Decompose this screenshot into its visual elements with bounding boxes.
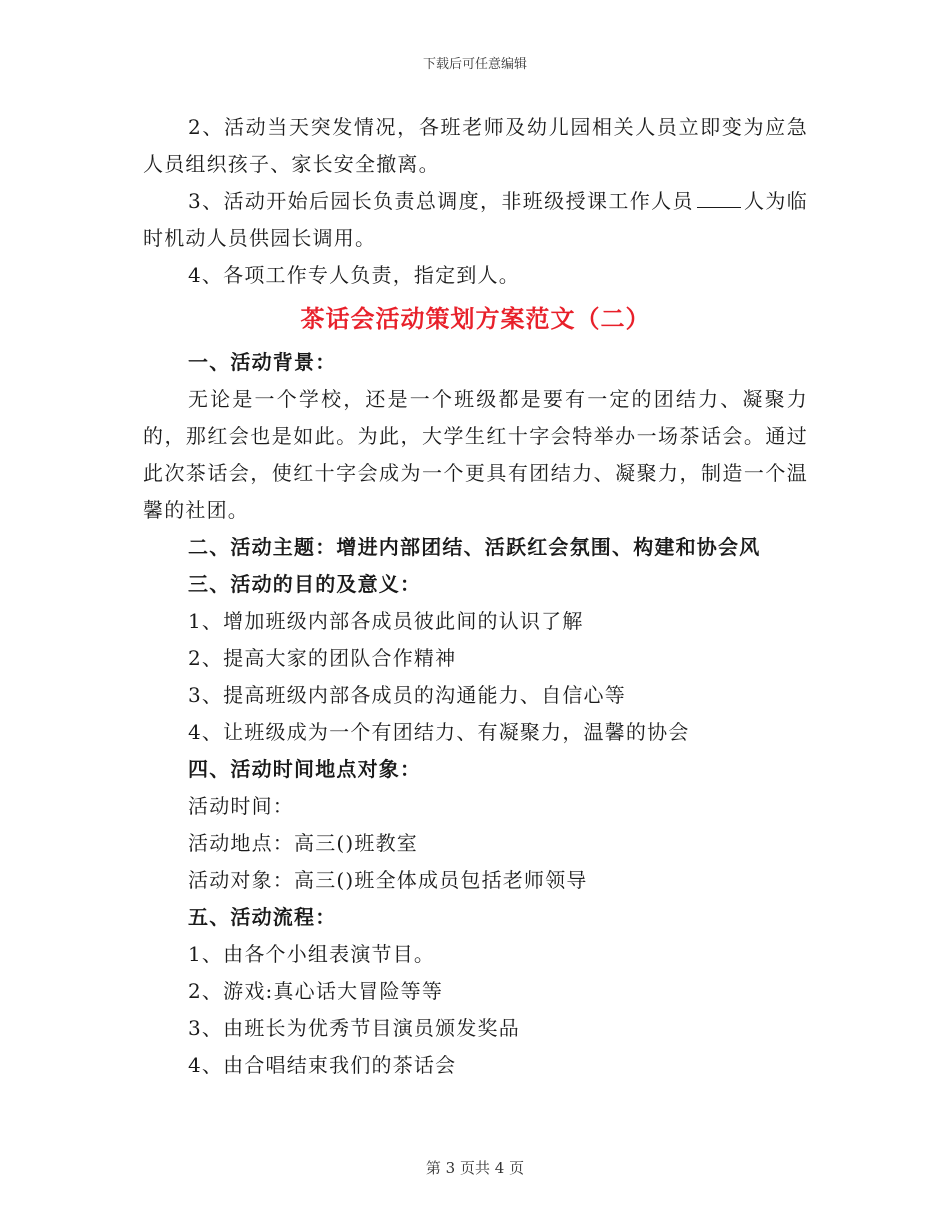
fill-in-blank	[697, 185, 741, 208]
section-4-item: 活动时间：	[188, 794, 294, 818]
section-2-heading: 二、活动主题：增进内部团结、活跃红会氛围、构建和协会风	[188, 535, 761, 559]
section-3-heading: 三、活动的目的及意义：	[188, 572, 422, 596]
section-4-item: 活动对象：高三()班全体成员包括老师领导	[188, 868, 588, 892]
page-footer: 第 3 页共 4 页	[425, 1159, 525, 1177]
section-3-item: 1、增加班级内部各成员彼此间的认识了解	[188, 609, 584, 633]
section-3-item: 3、提高班级内部各成员的沟通能力、自信心等	[188, 683, 626, 707]
section-1-text: 无论是一个学校，还是一个班级都是要有一定的团结力、凝聚力的，那红会也是如此。为此，大学生红十字会特举办一场茶话会。通过此次茶话会，使红十字会成为一个更具有团结力、凝聚力，制造一个温馨的社团。	[143, 387, 808, 522]
section-5-heading: 五、活动流程：	[188, 905, 337, 929]
paragraph-item-4: 4、各项工作专人负责，指定到人。	[188, 263, 520, 287]
document-body	[143, 109, 808, 1084]
paragraph-item-2: 2、活动当天突发情况，各班老师及幼儿园相关人员立即变为应急人员组织孩子、家长安全撤离。	[143, 115, 808, 176]
section-3-item: 2、提高大家的团队合作精神	[188, 646, 457, 670]
section-4-heading: 四、活动时间地点对象：	[188, 757, 422, 781]
section-4-item: 活动地点：高三()班教室	[188, 831, 419, 855]
section-5-item: 1、由各个小组表演节目。	[188, 942, 436, 966]
item-3-text-a: 3、活动开始后园长负责总调度，非班级授课工作人员	[188, 189, 694, 213]
item-3-text-b: 人为临时机动人员供园长调用。	[143, 189, 808, 250]
section-5-item: 3、由班长为优秀节目演员颁发奖品	[188, 1016, 520, 1040]
section-5-item: 2、游戏:真心话大冒险等等	[188, 979, 444, 1003]
section-1-heading: 一、活动背景：	[188, 350, 337, 374]
section-3-item: 4、让班级成为一个有团结力、有凝聚力，温馨的协会	[188, 720, 690, 744]
page-header: 下载后可任意编辑	[422, 57, 527, 72]
document-title: 茶话会活动策划方案范文（二）	[300, 304, 651, 333]
section-5-item: 4、由合唱结束我们的茶话会	[188, 1053, 457, 1077]
paragraph-item-3	[143, 183, 808, 257]
